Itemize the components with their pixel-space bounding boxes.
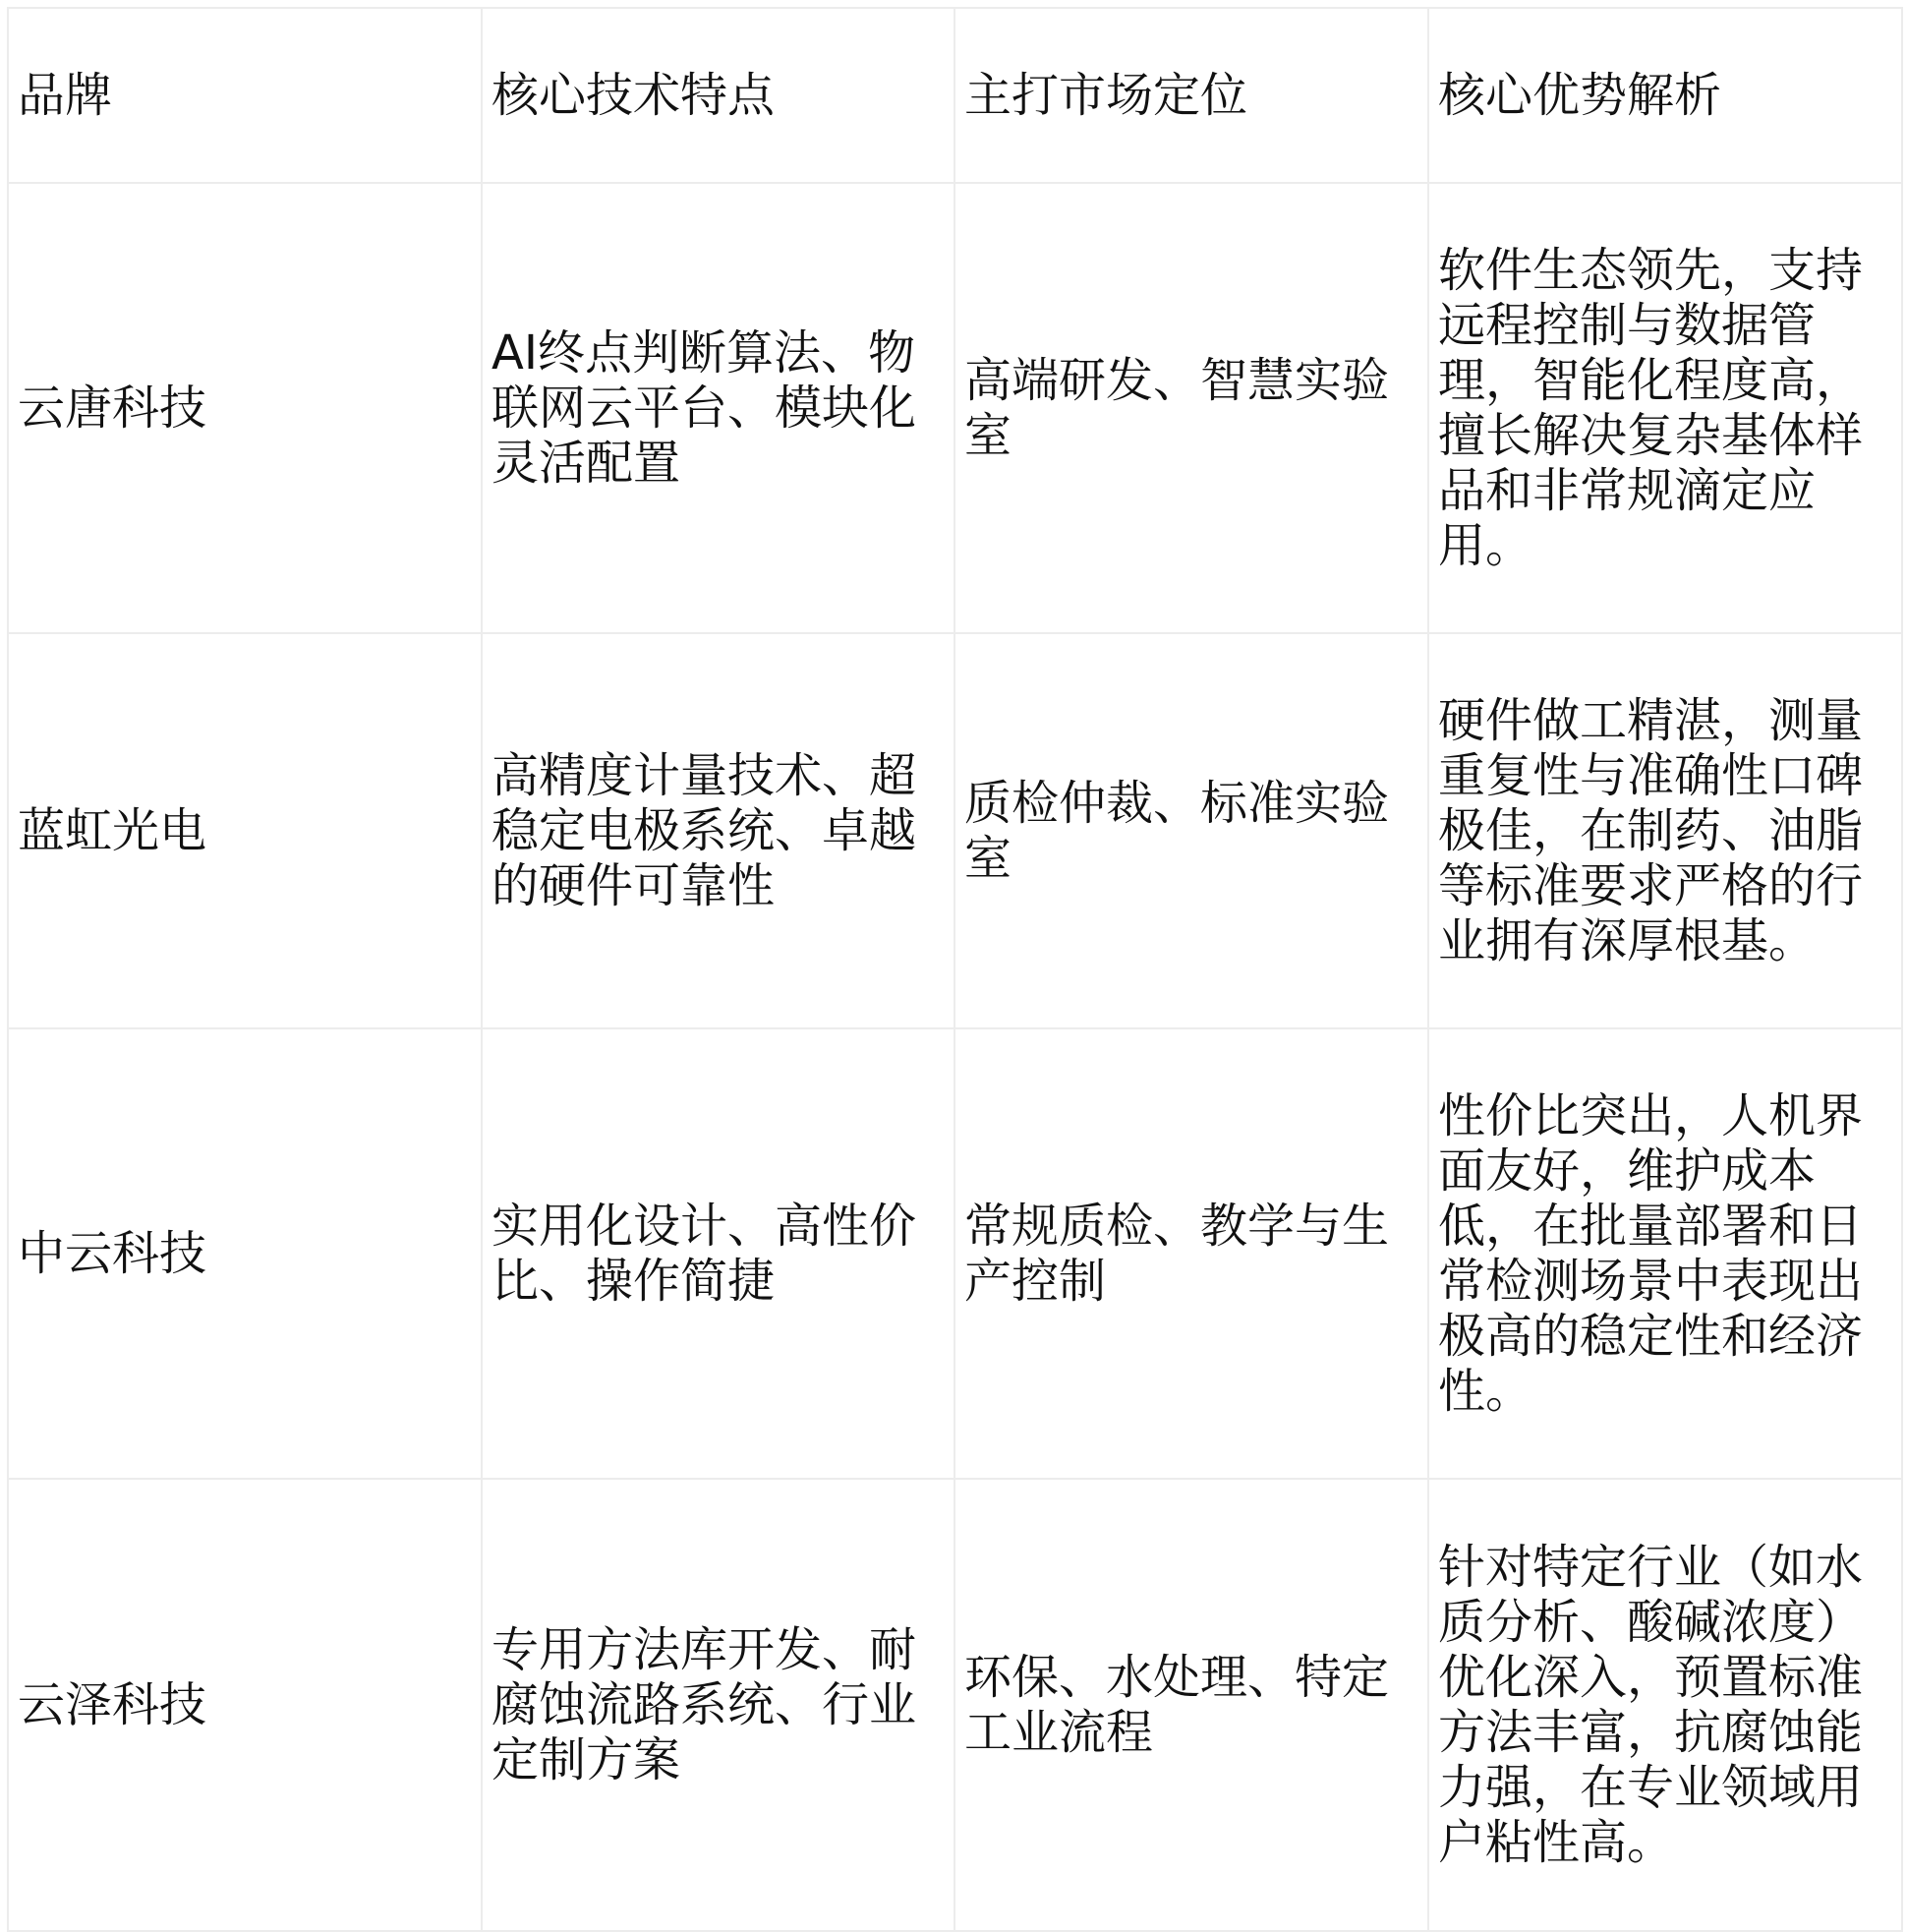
brand-comparison-table — [7, 7, 1903, 1932]
brand-cell: 云唐科技 — [8, 183, 482, 633]
tech-cell: AI终点判断算法、物联网云平台、模块化灵活配置 — [482, 183, 954, 633]
header-tech: 核心技术特点 — [482, 8, 954, 183]
table-row — [8, 633, 1902, 1028]
market-cell: 质检仲裁、标准实验室 — [954, 633, 1428, 1028]
advantage-cell: 硬件做工精湛，测量重复性与准确性口碑极佳，在制药、油脂等标准要求严格的行业拥有深厚根基。 — [1428, 633, 1902, 1028]
brand-cell: 中云科技 — [8, 1028, 482, 1479]
tech-cell: 专用方法库开发、耐腐蚀流路系统、行业定制方案 — [482, 1479, 954, 1931]
table-row — [8, 183, 1902, 633]
market-cell: 环保、水处理、特定工业流程 — [954, 1479, 1428, 1931]
header-market: 主打市场定位 — [954, 8, 1428, 183]
advantage-cell: 软件生态领先，支持远程控制与数据管理，智能化程度高，擅长解决复杂基体样品和非常规滴定应用。 — [1428, 183, 1902, 633]
brand-cell: 蓝虹光电 — [8, 633, 482, 1028]
header-brand: 品牌 — [8, 8, 482, 183]
advantage-cell: 性价比突出，人机界面友好，维护成本低，在批量部署和日常检测场景中表现出极高的稳定性和经济性。 — [1428, 1028, 1902, 1479]
tech-cell: 实用化设计、高性价比、操作简捷 — [482, 1028, 954, 1479]
tech-cell: 高精度计量技术、超稳定电极系统、卓越的硬件可靠性 — [482, 633, 954, 1028]
table-header-row — [8, 8, 1902, 183]
table-row — [8, 1479, 1902, 1931]
table-row — [8, 1028, 1902, 1479]
advantage-cell: 针对特定行业（如水质分析、酸碱浓度）优化深入，预置标准方法丰富，抗腐蚀能力强，在专业领域用户粘性高。 — [1428, 1479, 1902, 1931]
market-cell: 常规质检、教学与生产控制 — [954, 1028, 1428, 1479]
brand-cell: 云泽科技 — [8, 1479, 482, 1931]
market-cell: 高端研发、智慧实验室 — [954, 183, 1428, 633]
header-advantage: 核心优势解析 — [1428, 8, 1902, 183]
